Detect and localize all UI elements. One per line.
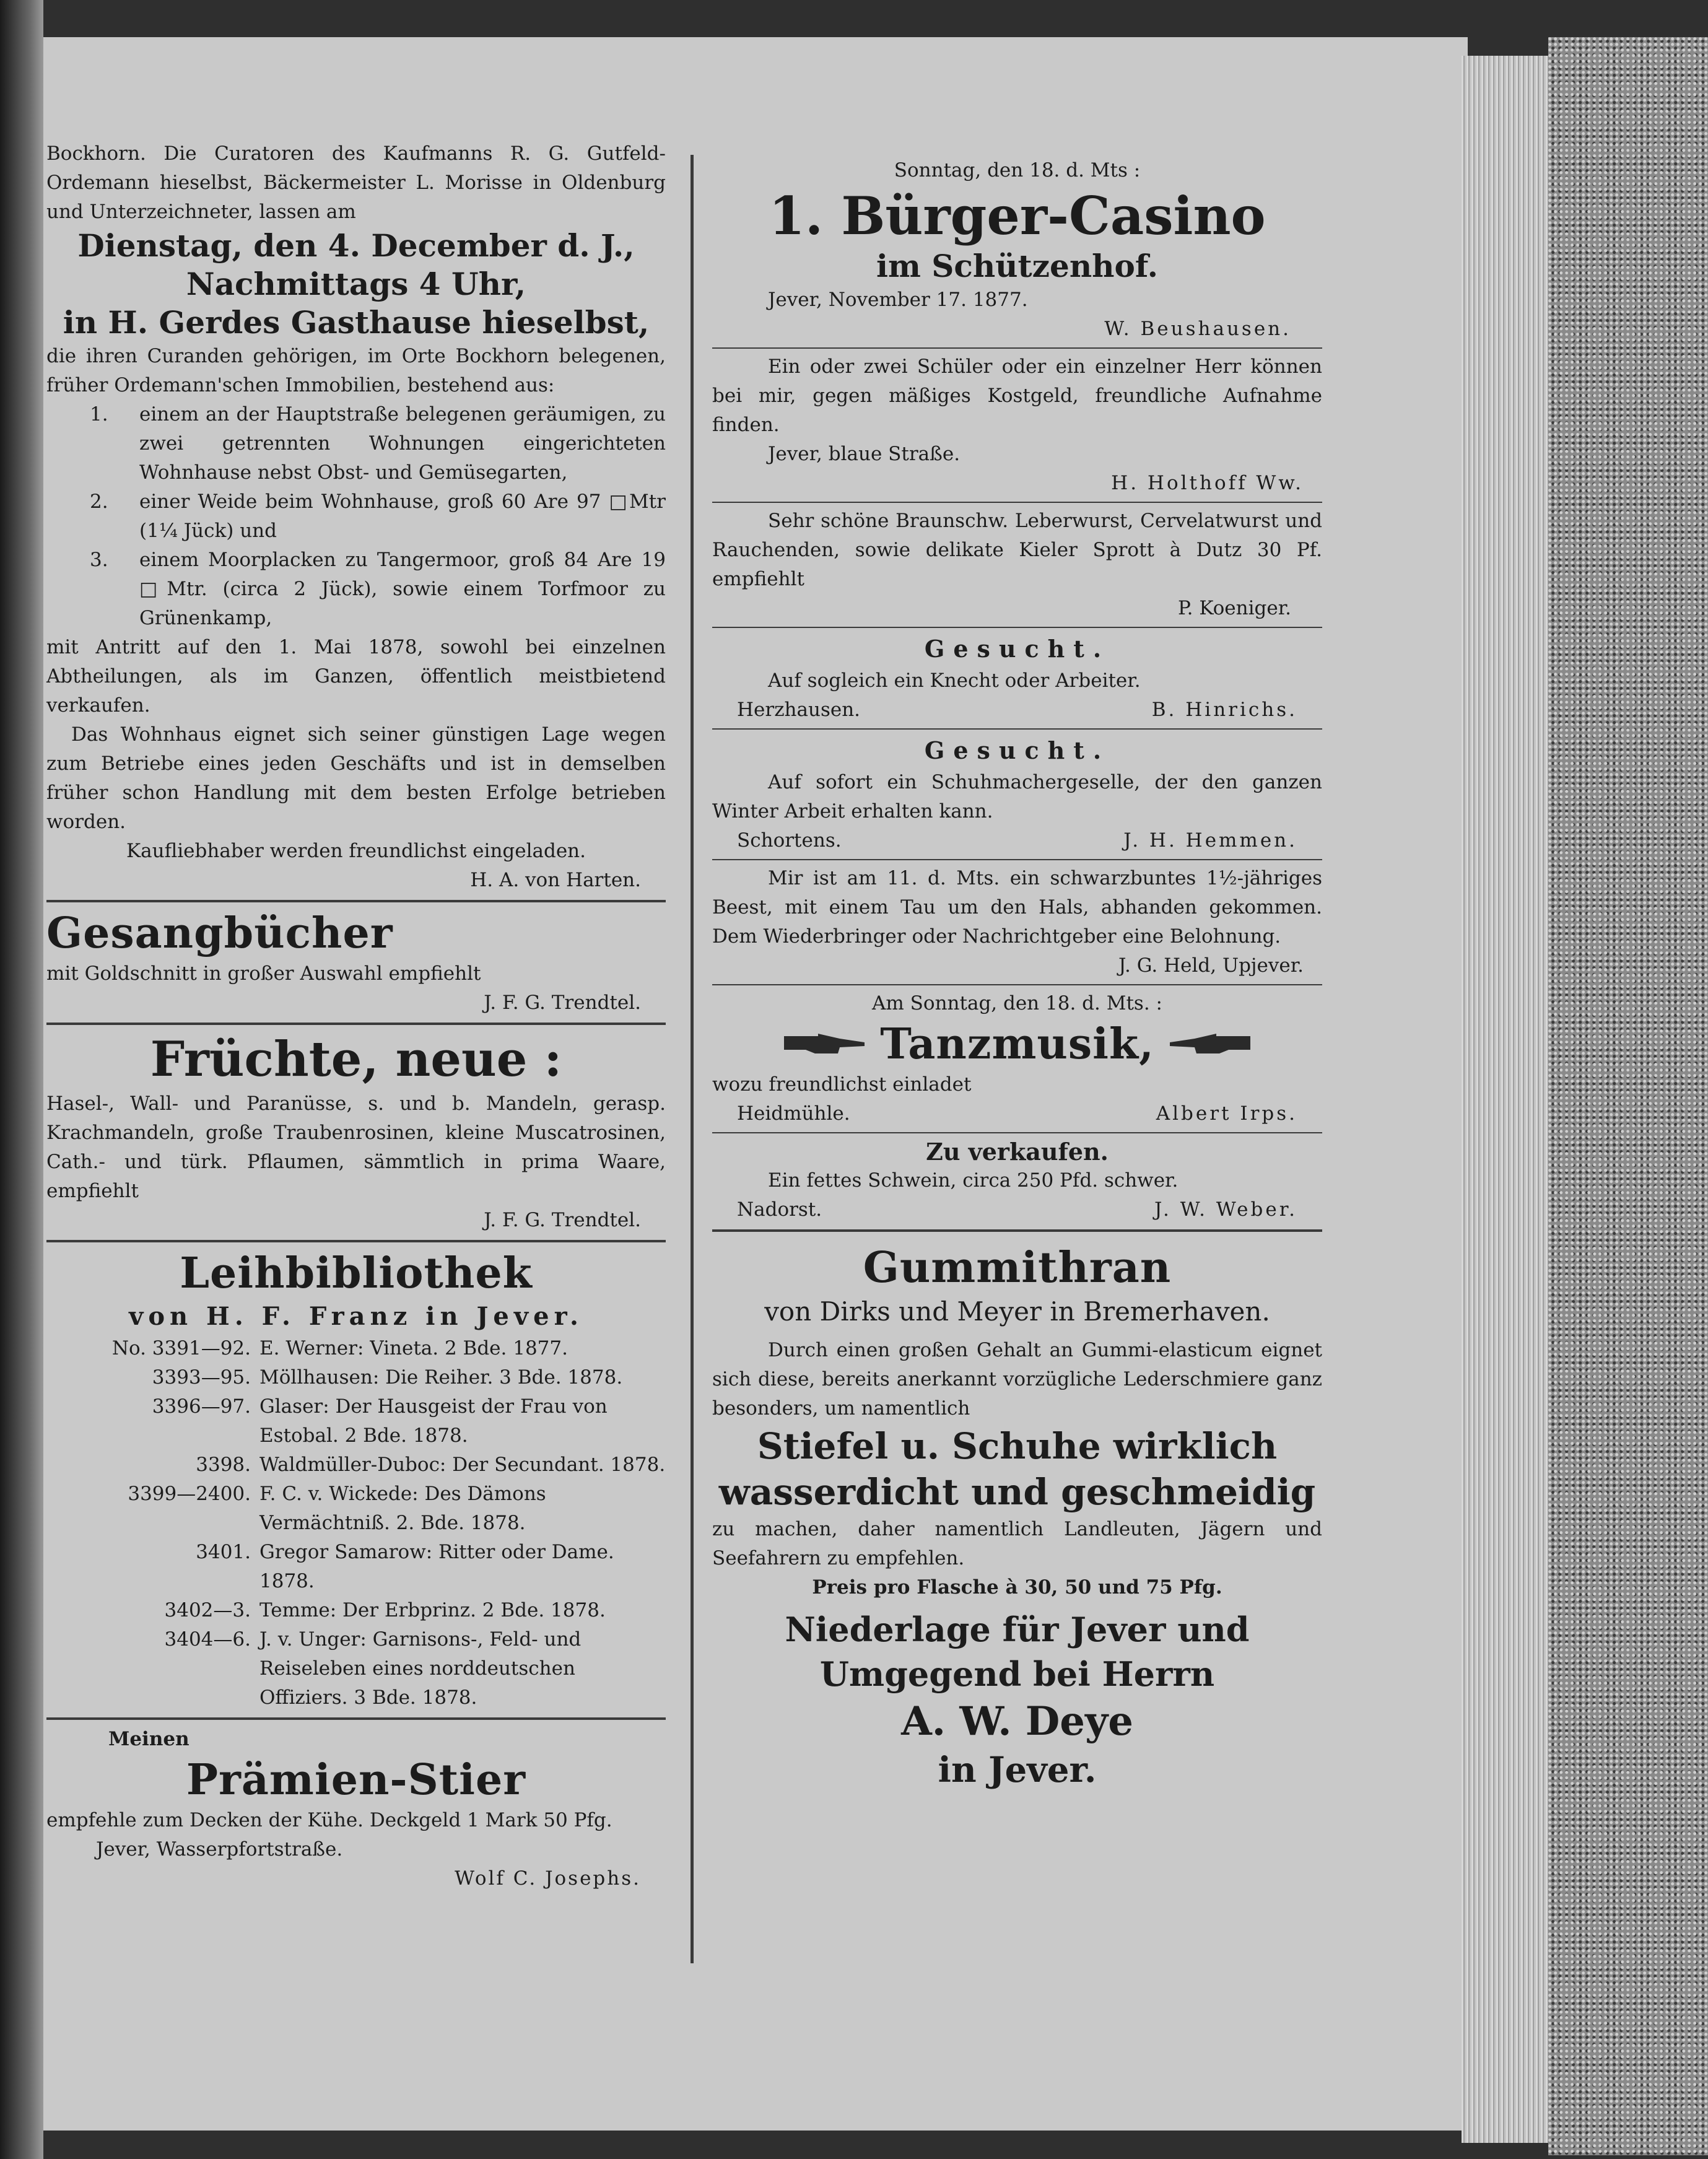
list-item: No. 3391—92. E. Werner: Vineta. 2 Bde. 1877. <box>111 1337 568 1359</box>
divider <box>712 502 1322 503</box>
bockhorn-place: in H. Gerdes Gasthause hieselbst, <box>63 304 650 341</box>
fruechte-title: Früchte, neue : <box>150 1031 562 1088</box>
casino-date: Sonntag, den 18. d. Mts : <box>894 159 1141 181</box>
ad-gesucht-knecht <box>712 632 1322 725</box>
divider <box>46 1240 666 1242</box>
gesucht2-text: Auf sofort ein Schuhmachergeselle, der den ganzen Winter Arbeit erhalten kann. <box>712 771 1322 822</box>
gummi-depot: Niederlage für Jever und Umgegend bei Herrn <box>785 1610 1250 1694</box>
gummi-name: A. W. Deye <box>901 1698 1133 1745</box>
stier-title: Prämien-Stier <box>186 1755 526 1805</box>
bockhorn-wohnhaus: Das Wohnhaus eignet sich seiner günstigen Lage wegen zum Betriebe eines jeden Geschäfts und ist in demselben früher schon Handlung mit dem besten Erfolge betrieben worden. <box>46 723 666 833</box>
tanz-text: wozu freundlichst einladet <box>712 1073 972 1096</box>
gummi-city: in Jever. <box>938 1750 1097 1790</box>
leih-title: Leihbibliothek <box>180 1249 533 1298</box>
ad-gesangbuecher <box>46 907 666 1018</box>
list-item: 3. einem Moorplacken zu Tangermoor, groß 84 Are 19 □Mtr. (circa 2 Jück), sowie einem Torfmoor zu Grünenkamp, <box>90 549 666 629</box>
divider <box>712 347 1322 349</box>
divider <box>712 627 1322 628</box>
list-item: 3399—2400. F. C. v. Wickede: Des Dämons Vermächtniß. 2. Bde. 1878. <box>128 1483 546 1534</box>
bockhorn-date: Dienstag, den 4. December d. J., <box>77 227 635 264</box>
divider <box>46 1023 666 1025</box>
casino-title: 1. Bürger-Casino <box>769 185 1266 246</box>
gesang-text: mit Goldschnitt in großer Auswahl empfiehlt <box>46 962 481 985</box>
divider <box>712 1132 1322 1133</box>
bockhorn-desc: die ihren Curanden gehörigen, im Orte Bockhorn belegenen, früher Ordemann'schen Immobilien, bestehend aus: <box>46 345 666 396</box>
ad-tanzmusik <box>712 989 1322 1128</box>
right-column <box>712 156 1322 1793</box>
divider <box>46 1717 666 1720</box>
fruechte-text: Hasel-, Wall- und Paranüsse, s. und b. Mandeln, gerasp. Krachmandeln, große Traubenrosinen, kleine Muscatrosinen, Cath.- und türk. Pflaumen, sämmtlich in prima Waare, empfiehlt <box>46 1093 666 1202</box>
gesucht2-title: Gesucht. <box>924 736 1110 764</box>
list-item: 3396—97. Glaser: Der Hausgeist der Frau von Estobal. 2 Bde. 1878. <box>152 1395 608 1447</box>
wurst-text: Sehr schöne Braunschw. Leberwurst, Cervelatwurst und Rauchenden, sowie delikate Kieler Sprott à Dutz 30 Pf. empfiehlt <box>712 510 1322 590</box>
page-stack-edges <box>1462 56 1554 2143</box>
left-column <box>46 139 666 1893</box>
bockhorn-invite: Kaufliebhaber werden freundlichst eingeladen. <box>126 840 586 862</box>
bockhorn-signature: H. A. von Harten. <box>470 869 641 891</box>
ad-fruechte <box>46 1030 666 1235</box>
stier-place: Jever, Wasserpfortstraße. <box>96 1838 343 1860</box>
fruechte-signature: J. F. G. Trendtel. <box>484 1209 641 1231</box>
gummi-title: Gummithran <box>863 1243 1172 1293</box>
schueler-place: Jever, blaue Straße. <box>768 443 961 465</box>
list-item: 3398. Waldmüller-Duboc: Der Secundant. 1878. <box>196 1454 666 1476</box>
gesucht2-place: Schortens. <box>737 829 842 852</box>
tanz-date: Am Sonntag, den 18. d. Mts. : <box>872 992 1162 1014</box>
bockhorn-antritt: mit Antritt auf den 1. Mai 1878, sowohl bei einzelnen Abtheilungen, als im Ganzen, öffentlich meistbietend verkaufen. <box>46 636 666 717</box>
ad-bockhorn-auction <box>46 139 666 895</box>
ad-leihbibliothek <box>46 1247 666 1712</box>
stier-text: empfehle zum Decken der Kühe. Deckgeld 1 Mark 50 Pfg. <box>46 1809 612 1831</box>
gesang-signature: J. F. G. Trendtel. <box>484 992 641 1014</box>
divider <box>712 1229 1322 1232</box>
verkaufen-title: Zu verkaufen. <box>926 1138 1109 1166</box>
ad-buerger-casino <box>712 156 1322 344</box>
gesucht1-signature: B. Hinrichs. <box>1151 699 1297 721</box>
verkaufen-signature: J. W. Weber. <box>1154 1198 1297 1221</box>
tanz-title: Tanzmusik, <box>880 1019 1154 1069</box>
verkaufen-text: Ein fettes Schwein, circa 250 Pfd. schwer. <box>768 1169 1179 1192</box>
bockhorn-time: Nachmittags 4 Uhr, <box>186 266 526 302</box>
ad-praemien-stier <box>46 1725 666 1893</box>
divider <box>46 900 666 902</box>
list-item: 3402—3. Temme: Der Erbprinz. 2 Bde. 1878. <box>164 1599 606 1621</box>
verkaufen-place: Nadorst. <box>737 1198 822 1221</box>
gummi-text2: zu machen, daher namentlich Landleuten, Jägern und Seefahrern zu empfehlen. <box>712 1518 1322 1569</box>
divider <box>712 859 1322 860</box>
stier-signature: Wolf C. Josephs. <box>455 1867 641 1890</box>
list-item: 2. einer Weide beim Wohnhause, groß 60 Are 97 □Mtr (1¼ Jück) und <box>90 491 666 542</box>
casino-signature: W. Beushausen. <box>1104 318 1291 340</box>
ad-zu-verkaufen <box>712 1137 1322 1224</box>
stier-pre: Meinen <box>108 1728 190 1750</box>
pointing-hand-right-icon <box>781 1031 868 1057</box>
tanz-place: Heidmühle. <box>737 1102 850 1125</box>
gummi-subtitle: von Dirks und Meyer in Bremerhaven. <box>764 1296 1270 1327</box>
gesang-title: Gesangbücher <box>46 909 393 958</box>
divider <box>712 984 1322 985</box>
divider <box>712 728 1322 730</box>
gummi-headline: Stiefel u. Schuhe wirklich wasserdicht und geschmeidig <box>718 1425 1316 1513</box>
column-divider <box>691 155 694 1963</box>
ad-beest <box>712 864 1322 980</box>
beest-signature: J. G. Held, Upjever. <box>1118 954 1304 977</box>
list-item: 3393—95. Möllhausen: Die Reiher. 3 Bde. 1878. <box>152 1366 623 1389</box>
ad-gesucht-schuhmacher <box>712 733 1322 855</box>
ad-schueler <box>712 352 1322 498</box>
gesucht1-text: Auf sogleich ein Knecht oder Arbeiter. <box>768 670 1141 692</box>
casino-place: Jever, November 17. 1877. <box>768 289 1028 311</box>
ad-wurst <box>712 507 1322 623</box>
gummi-text1: Durch einen großen Gehalt an Gummi-elasticum eignet sich diese, bereits anerkannt vorzügliche Lederschmiere ganz besonders, um namentlich <box>712 1339 1322 1420</box>
bockhorn-intro: Bockhorn. Die Curatoren des Kaufmanns R. G. Gutfeld-Ordemann hieselbst, Bäckermeister L. Morisse in Oldenburg und Unterzeichneter, lassen am <box>46 142 666 223</box>
gesucht1-title: Gesucht. <box>924 635 1110 663</box>
pointing-hand-left-icon <box>1167 1031 1253 1057</box>
beest-text: Mir ist am 11. d. Mts. ein schwarzbuntes 1½-jähriges Beest, mit einem Tau um den Hals, abhanden gekommen. Dem Wiederbringer oder Nachrichtgeber eine Belohnung. <box>712 867 1322 948</box>
tanz-signature: Albert Irps. <box>1156 1102 1297 1125</box>
ad-gummithran <box>712 1242 1322 1793</box>
list-item: 3404—6. J. v. Unger: Garnisons-, Feld- und Reiseleben eines norddeutschen Offiziers. 3 Bde. 1878. <box>164 1628 582 1709</box>
wurst-signature: P. Koeniger. <box>1178 597 1291 619</box>
schueler-signature: H. Holthoff Ww. <box>1111 472 1304 494</box>
casino-venue: im Schützenhof. <box>876 248 1159 284</box>
facing-page-edge <box>0 0 43 2159</box>
gesucht1-place: Herzhausen. <box>737 699 861 721</box>
gummi-price: Preis pro Flasche à 30, 50 und 75 Pfg. <box>812 1576 1222 1599</box>
book-cover-edge <box>1548 37 1708 2155</box>
schueler-text: Ein oder zwei Schüler oder ein einzelner Herr können bei mir, gegen mäßiges Kostgeld, freundliche Aufnahme finden. <box>712 355 1322 436</box>
list-item: 3401. Gregor Samarow: Ritter oder Dame. 1878. <box>196 1541 614 1592</box>
leih-subtitle: von H. F. Franz in Jever. <box>129 1302 583 1331</box>
gesucht2-signature: J. H. Hemmen. <box>1123 829 1297 852</box>
list-item: 1. einem an der Hauptstraße belegenen geräumigen, zu zwei getrennten Wohnungen eingerichteten Wohnhause nebst Obst- und Gemüsegarten, <box>90 403 666 484</box>
